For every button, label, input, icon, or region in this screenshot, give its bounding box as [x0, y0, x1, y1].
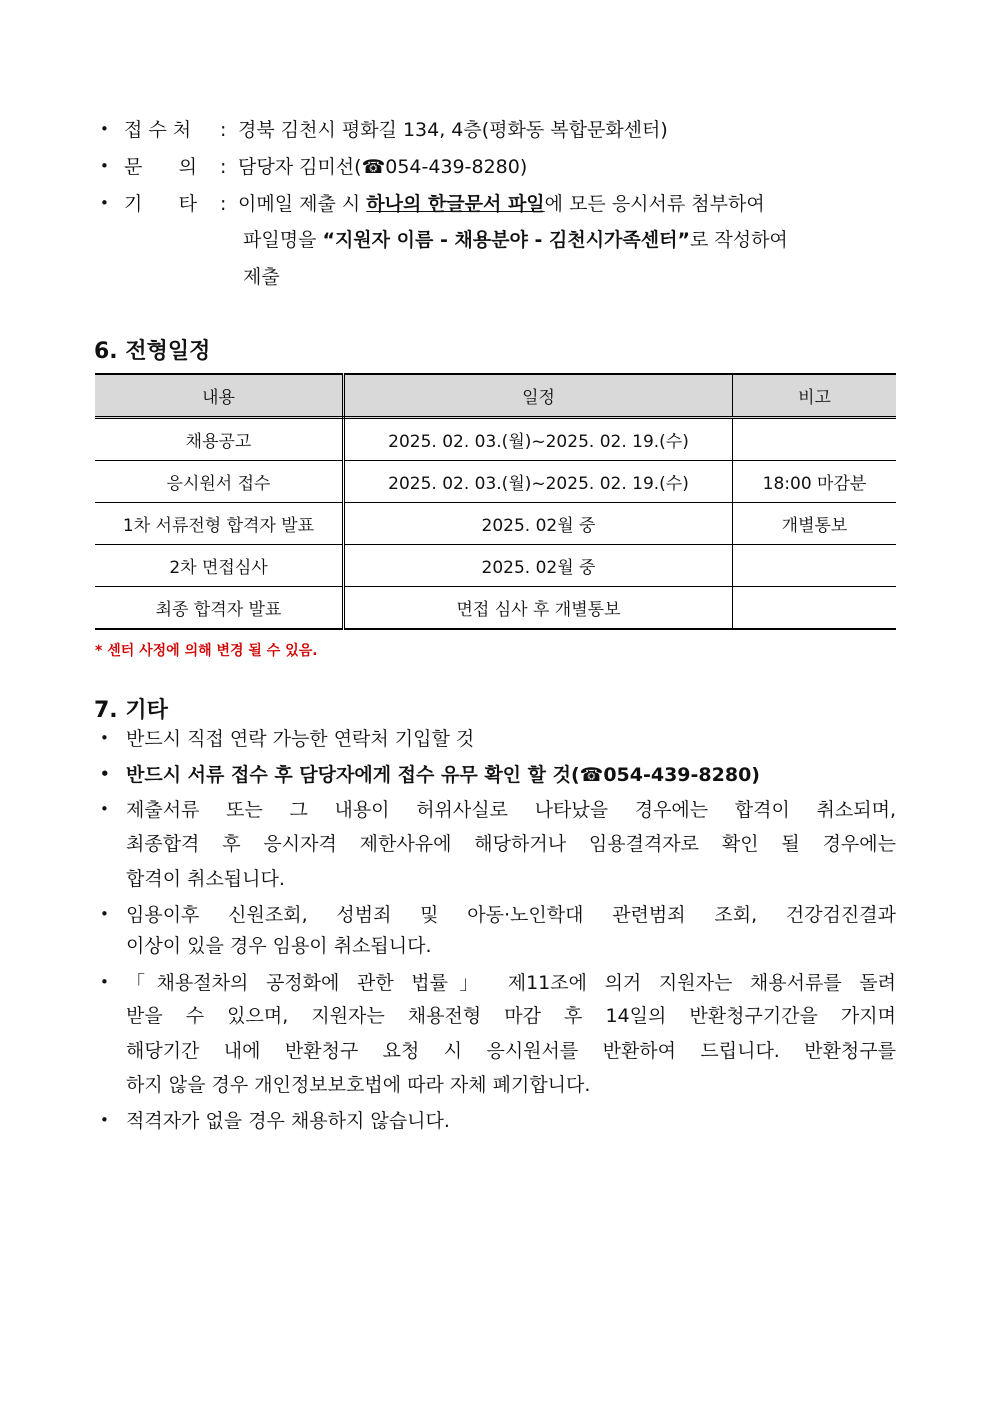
cell-schedule: 2025. 02. 03.(월)~2025. 02. 19.(수) — [344, 461, 733, 503]
cell-content: 1차 서류전형 합격자 발표 — [95, 503, 344, 545]
cell-content: 최종 합격자 발표 — [95, 587, 344, 630]
bullet: • — [100, 1111, 109, 1129]
bullet: • — [100, 800, 109, 818]
info-etc-line2-pre: 파일명을 — [243, 229, 323, 251]
info-etc-line1-pre: 이메일 제출 시 — [238, 193, 367, 215]
cell-schedule: 2025. 02. 03.(월)~2025. 02. 19.(수) — [344, 418, 733, 461]
info-inquiry — [100, 154, 527, 179]
bullet: • — [100, 905, 109, 923]
bullet: • — [100, 729, 109, 747]
info-etc-filename: “지원자 이름 - 채용분야 - 김천시가족센터” — [322, 229, 690, 251]
bullet: • — [100, 120, 109, 138]
info-etc-line1-post: 에 모든 응시서류 첨부하여 — [544, 193, 765, 215]
header-schedule: 일정 — [344, 374, 733, 418]
info-colon: : — [220, 193, 227, 215]
cell-schedule: 면접 심사 후 개별통보 — [344, 587, 733, 630]
bullet: • — [100, 157, 109, 175]
list-item-text: 반드시 직접 연락 가능한 연락처 기입할 것 — [126, 728, 475, 750]
table-row — [95, 461, 896, 503]
table-row — [95, 545, 896, 587]
section6-title: 6. 전형일정 — [94, 339, 211, 364]
bullet: • — [100, 194, 109, 212]
list-item-text: 제출서류 또는 그 내용이 허위사실로 나타났을 경우에는 합격이 취소되며, — [126, 799, 896, 821]
list-item-text: 이상이 있을 경우 임용이 취소됩니다. — [126, 935, 432, 957]
table-header-row — [95, 374, 896, 418]
info-key: 접 수 처 — [124, 119, 192, 141]
cell-remarks: 18:00 마감분 — [733, 461, 897, 503]
list-item-text: 받을 수 있으며, 지원자는 채용전형 마감 후 14일의 반환청구기간을 가지며 — [126, 1005, 896, 1027]
bullet: • — [100, 765, 110, 783]
header-remarks: 비고 — [733, 374, 897, 418]
info-value: 경북 김천시 평화길 134, 4층(평화동 복합문화센터) — [238, 119, 668, 141]
info-key: 기 타 — [124, 193, 197, 215]
cell-content: 응시원서 접수 — [95, 461, 344, 503]
cell-schedule: 2025. 02월 중 — [344, 545, 733, 587]
bullet: • — [100, 973, 109, 991]
info-colon: : — [220, 119, 227, 141]
table-row — [95, 418, 896, 461]
cell-remarks — [733, 545, 897, 587]
cell-content: 2차 면접심사 — [95, 545, 344, 587]
section7-title: 7. 기타 — [94, 698, 168, 723]
table-row — [95, 503, 896, 545]
list-item-cont — [126, 1039, 896, 1063]
list-item — [100, 797, 896, 822]
list-item-text: 최종합격 후 응시자격 제한사유에 해당하거나 임용결격자로 확인 될 경우에는 — [126, 833, 896, 855]
list-item — [100, 902, 896, 927]
table-row — [95, 587, 896, 630]
cell-remarks: 개별통보 — [733, 503, 897, 545]
list-item — [100, 970, 896, 995]
info-etc-line2-post: 로 작성하여 — [689, 229, 788, 251]
list-item — [100, 1108, 450, 1133]
header-content: 내용 — [95, 374, 344, 418]
list-item-text: 「채용절차의 공정화에 관한 법률」 제11조에 의거 지원자는 채용서류를 돌려 — [126, 972, 896, 994]
cell-remarks — [733, 587, 897, 630]
info-key: 문 의 — [124, 156, 197, 178]
list-item-cont — [126, 832, 896, 856]
list-item-text: 해당기간 내에 반환청구 요청 시 응시원서를 반환하여 드립니다. 반환청구를 — [126, 1040, 896, 1062]
list-item-text: 임용이후 신원조회, 성범죄 및 아동·노인학대 관련범죄 조회, 건강검진결과 — [126, 904, 896, 926]
list-item-text: 적격자가 없을 경우 채용하지 않습니다. — [126, 1110, 450, 1132]
list-item-text: 반드시 서류 접수 후 담당자에게 접수 유무 확인 할 것(☎054-439-8280) — [126, 764, 760, 786]
cell-content: 채용공고 — [95, 418, 344, 461]
list-item — [100, 762, 760, 787]
list-item-cont — [126, 1004, 896, 1028]
list-item — [100, 726, 474, 751]
cell-remarks — [733, 418, 897, 461]
info-reception — [100, 117, 668, 142]
info-value: 담당자 김미선(☎054-439-8280) — [238, 156, 528, 178]
info-etc-underline: 하나의 한글문서 파일 — [366, 193, 545, 215]
cell-schedule: 2025. 02월 중 — [344, 503, 733, 545]
schedule-note: * 센터 사정에 의해 변경 될 수 있음. — [95, 643, 318, 659]
list-item-text: 하지 않을 경우 개인정보보호법에 따라 자체 폐기합니다. — [126, 1074, 591, 1096]
info-etc — [100, 191, 765, 216]
info-etc-line3: 제출 — [243, 266, 280, 288]
list-item-text: 합격이 취소됩니다. — [126, 868, 285, 890]
info-etc-line2 — [243, 228, 788, 252]
info-colon: : — [220, 156, 227, 178]
schedule-table — [95, 373, 896, 630]
